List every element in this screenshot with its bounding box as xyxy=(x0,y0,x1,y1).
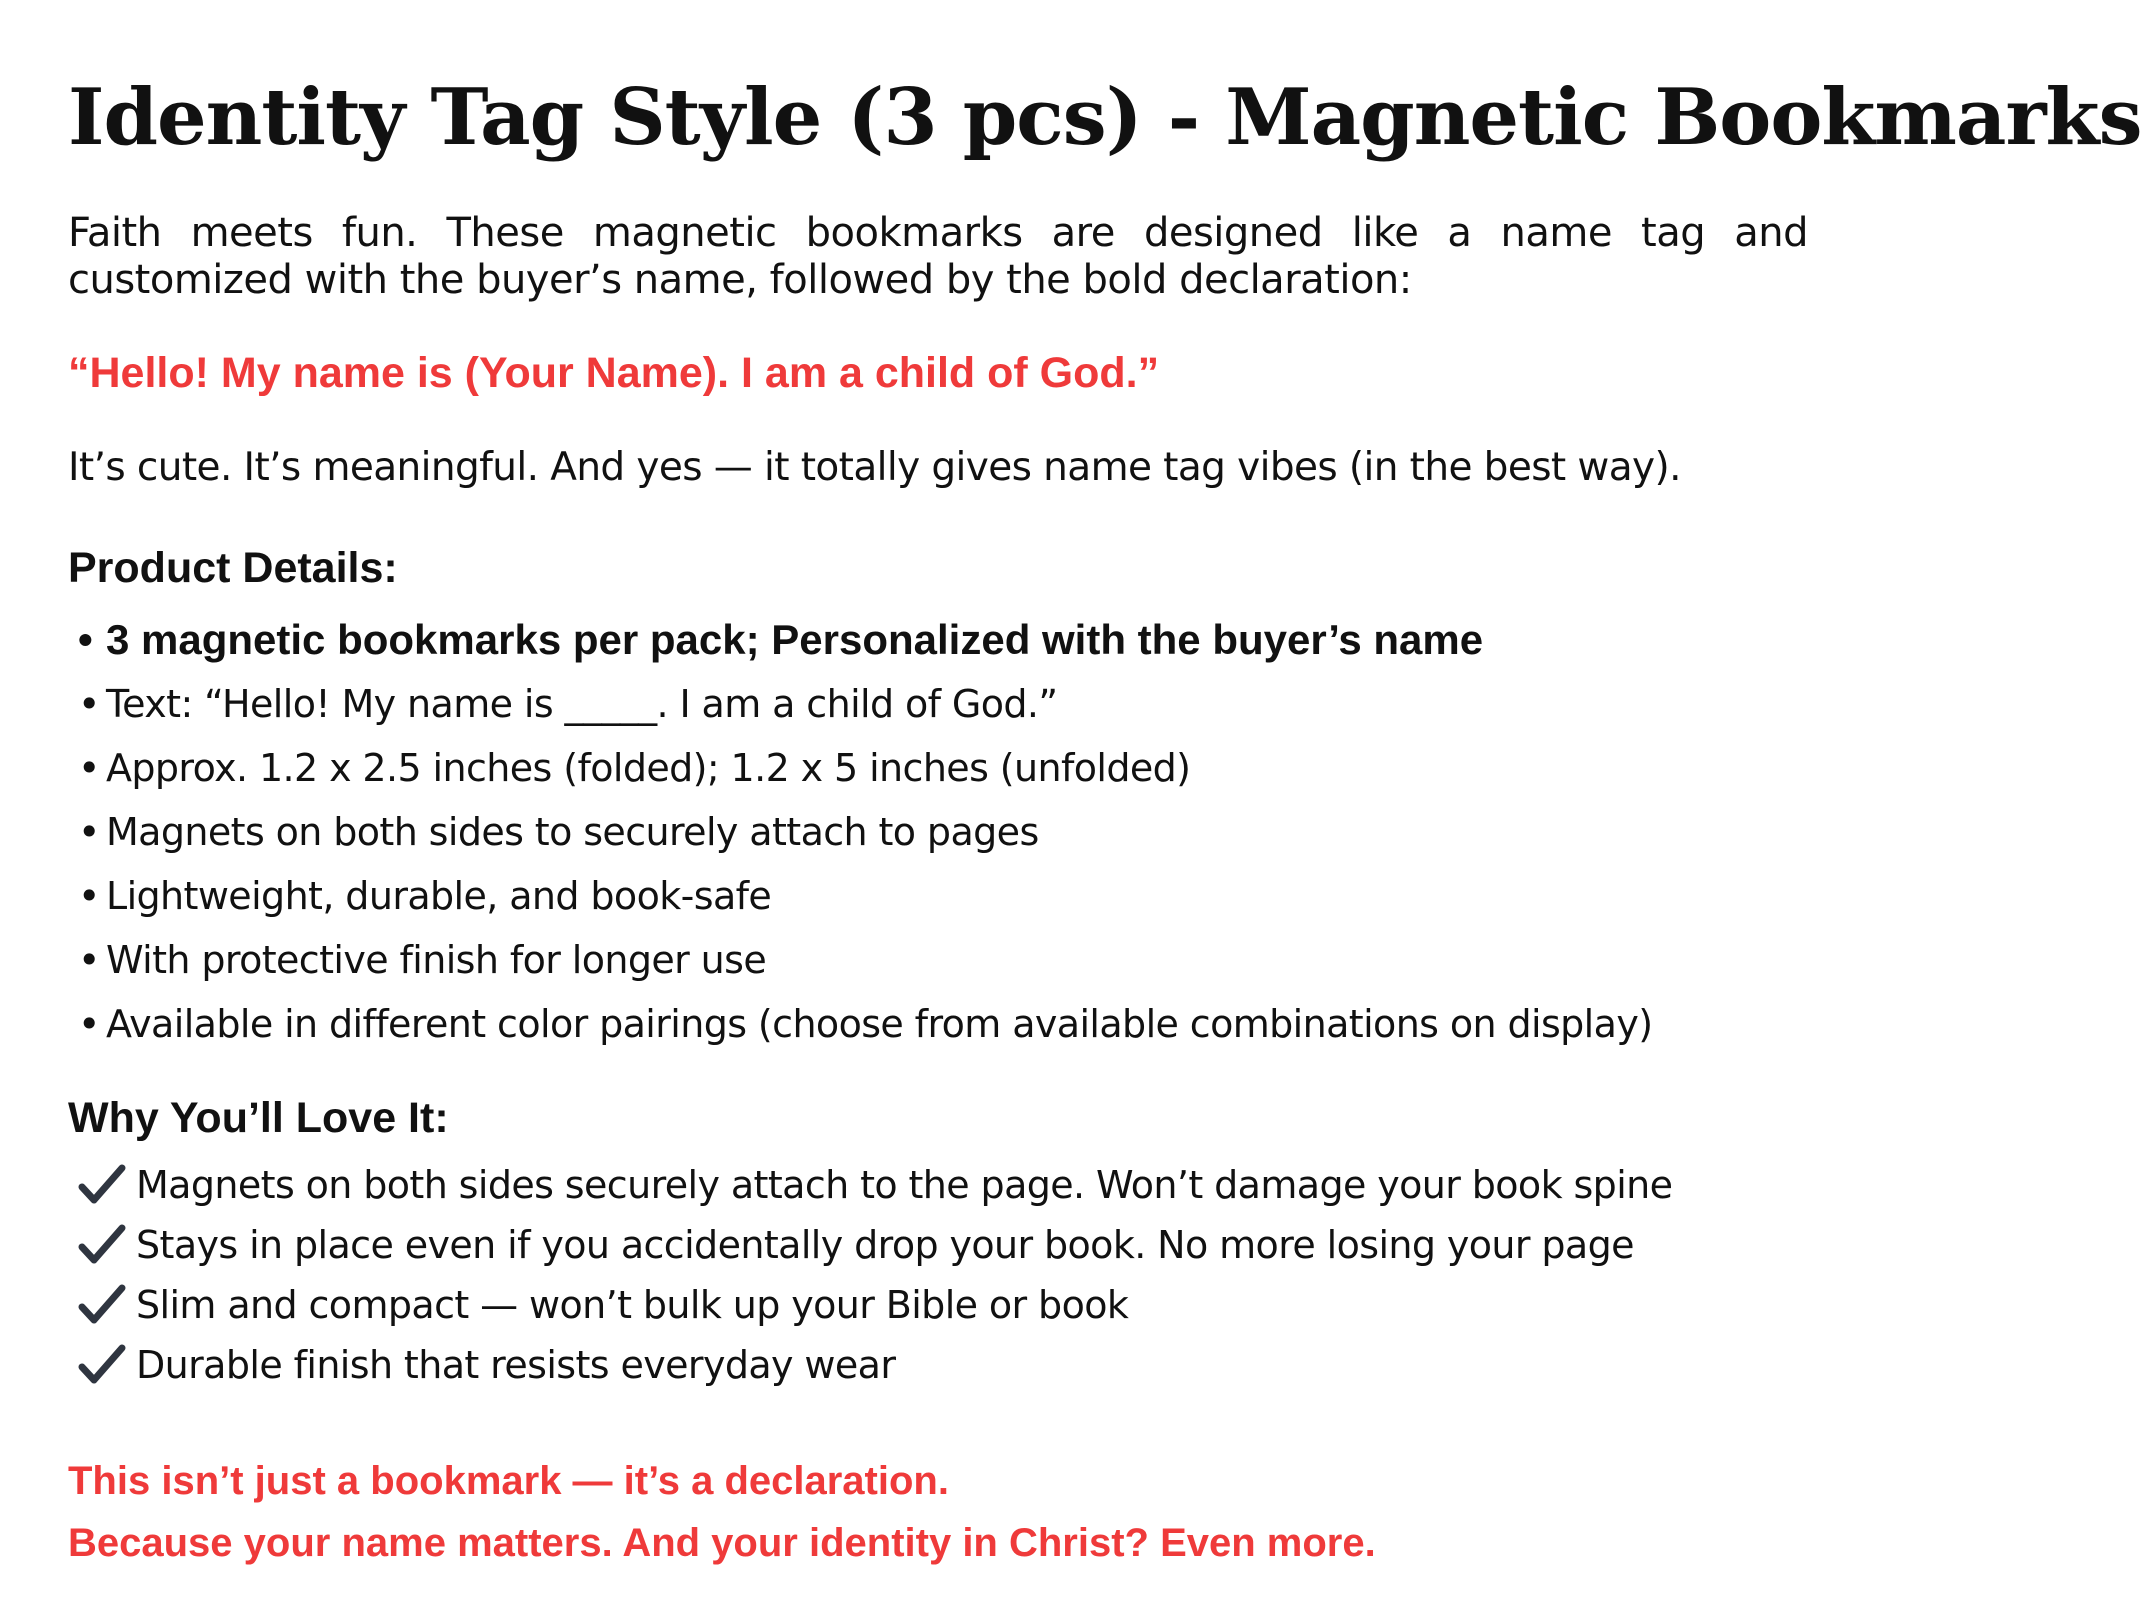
page-title: Identity Tag Style (3 pcs) - Magnetic Bookmarks xyxy=(68,72,2142,163)
list-item xyxy=(78,672,1652,736)
list-item xyxy=(78,992,1652,1056)
bullet-icon: • xyxy=(78,746,100,790)
tagline: It’s cute. It’s meaningful. And yes — it totally gives name tag vibes (in the best way). xyxy=(68,445,1681,490)
list-item xyxy=(78,1335,1672,1395)
check-mark-icon xyxy=(78,1163,136,1207)
list-item-text: Magnets on both sides to securely attach to pages xyxy=(106,810,1039,854)
list-item-text: Text: “Hello! My name is _____. I am a child of God.” xyxy=(106,682,1058,726)
list-item-text: Durable finish that resists everyday wear xyxy=(136,1343,896,1387)
closing-line-1: This isn’t just a bookmark — it’s a declaration. xyxy=(68,1459,949,1503)
list-item xyxy=(78,608,1652,672)
check-mark-icon xyxy=(78,1343,136,1387)
closing-statement xyxy=(68,1450,1376,1574)
list-item xyxy=(78,1275,1672,1335)
list-item-text: Stays in place even if you accidentally drop your book. No more losing your page xyxy=(136,1223,1634,1267)
bullet-icon: • xyxy=(78,682,100,726)
list-item xyxy=(78,736,1652,800)
bullet-icon: • xyxy=(78,810,100,854)
list-item xyxy=(78,1155,1672,1215)
list-item-text: 3 magnetic bookmarks per pack; Personalized with the buyer’s name xyxy=(106,616,1484,663)
list-item xyxy=(78,800,1652,864)
why-love-list xyxy=(78,1155,1672,1395)
why-love-heading: Why You’ll Love It: xyxy=(68,1094,449,1142)
check-mark-icon xyxy=(78,1223,136,1267)
bullet-icon: • xyxy=(78,938,100,982)
list-item-text: Lightweight, durable, and book-safe xyxy=(106,874,772,918)
list-item-text: Approx. 1.2 x 2.5 inches (folded); 1.2 x 5 inches (unfolded) xyxy=(106,746,1191,790)
list-item-text: Slim and compact — won’t bulk up your Bible or book xyxy=(136,1283,1129,1327)
closing-line-2: Because your name matters. And your identity in Christ? Even more. xyxy=(68,1521,1376,1565)
bullet-icon: • xyxy=(78,874,100,918)
intro-paragraph: Faith meets fun. These magnetic bookmarks are designed like a name tag and customized with the buyer’s name, followed by the bold declaration: xyxy=(68,210,1808,303)
list-item-text: Magnets on both sides securely attach to the page. Won’t damage your book spine xyxy=(136,1163,1673,1207)
list-item-text: With protective finish for longer use xyxy=(106,938,767,982)
list-item xyxy=(78,928,1652,992)
bullet-icon: • xyxy=(78,1002,100,1046)
declaration-quote: “Hello! My name is (Your Name). I am a child of God.” xyxy=(68,349,1160,397)
bullet-icon: • xyxy=(78,616,93,663)
list-item xyxy=(78,864,1652,928)
product-details-heading: Product Details: xyxy=(68,544,398,592)
list-item-text: Available in different color pairings (choose from available combinations on display) xyxy=(106,1002,1653,1046)
product-details-list xyxy=(78,608,1652,1056)
check-mark-icon xyxy=(78,1283,136,1327)
list-item xyxy=(78,1215,1672,1275)
